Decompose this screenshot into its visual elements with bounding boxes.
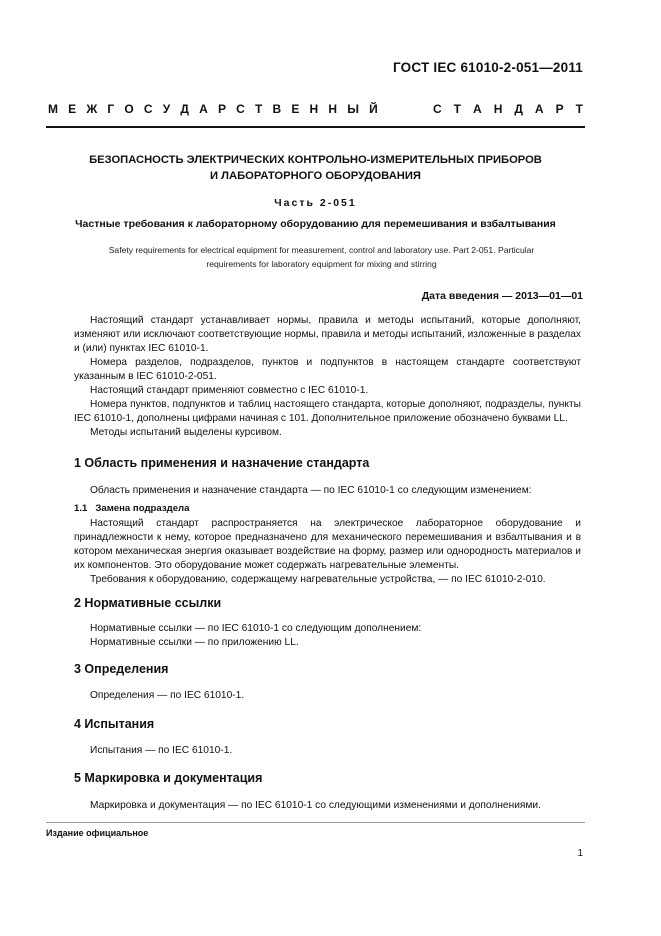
section-3-text xyxy=(74,689,581,703)
banner-letter: Е xyxy=(291,102,300,116)
banner-letter: Р xyxy=(217,102,226,116)
title-line-2: И ЛАБОРАТОРНОГО ОБОРУДОВАНИЯ xyxy=(210,170,421,182)
banner-letter: С xyxy=(143,102,153,116)
banner-letter: У xyxy=(162,102,171,116)
banner-letter: Й xyxy=(369,102,378,116)
section-5-text xyxy=(74,799,581,813)
banner-letter: Е xyxy=(68,102,77,116)
document-subtitle: Частные требования к лабораторному оборудованию для перемешивания и взбалтывания xyxy=(75,218,556,230)
banner-letter: Т xyxy=(575,102,583,116)
section-2-text xyxy=(74,622,581,650)
edition-label: Издание официальное xyxy=(46,828,149,838)
english-title-line-1: Safety requirements for electrical equipment for measurement, control and laboratory use. Part 2-051. Particular xyxy=(108,245,535,255)
part-label: Часть 2-051 xyxy=(274,197,357,209)
english-title xyxy=(60,243,583,271)
section-2-heading: 2 Нормативные ссылки xyxy=(74,596,222,610)
interstate-standard-banner xyxy=(48,102,583,116)
intro-paragraph: Настоящий стандарт устанавливает нормы, правила и методы испытаний, которые дополняют, изменяют или исключают соответствующие нормы, правила и методы испытаний, изложенные в разделах и (или) пунктах IEC 61010-1. xyxy=(74,315,581,354)
banner-letter: Н xyxy=(493,102,503,116)
banner-letter: Р xyxy=(555,102,564,116)
banner-letter: Т xyxy=(254,102,263,116)
intro-paragraph: Методы испытаний выделены курсивом. xyxy=(90,427,282,438)
banner-letter: Н xyxy=(309,102,319,116)
banner-letter: Ж xyxy=(86,102,98,116)
section-paragraph: Нормативные ссылки — по приложению LL. xyxy=(90,637,299,648)
intro-paragraph: Номера пунктов, подпунктов и таблиц настоящего стандарта, которые дополняют, подразделы, пункты IEC 61010-1, дополнены цифрами начиная с 101. Дополнительное приложение обозначено буквами LL. xyxy=(74,399,581,424)
banner-letter: Д xyxy=(514,102,523,116)
document-code: ГОСТ IEC 61010-2-051—2011 xyxy=(393,60,583,75)
banner-letter: Д xyxy=(180,102,189,116)
footer-divider xyxy=(46,822,585,823)
page-number: 1 xyxy=(577,848,583,859)
section-paragraph: Определения — по IEC 61010-1. xyxy=(90,690,245,701)
banner-letter: О xyxy=(124,102,134,116)
section-1-heading: 1 Область применения и назначение стандарта xyxy=(74,456,370,470)
intro-paragraph: Номера разделов, подразделов, пунктов и подпунктов в настоящем стандарте соответствуют указанным в IEC 61010-2-051. xyxy=(74,357,581,382)
introduction xyxy=(74,314,581,440)
english-title-line-2: requirements for laboratory equipment for mixing and stirring xyxy=(206,259,437,269)
banner-letter: А xyxy=(199,102,208,116)
banner-letter: Ы xyxy=(347,102,359,116)
subsection-number: 1.1 xyxy=(74,503,88,514)
banner-letter: Т xyxy=(453,102,462,116)
section-5-heading: 5 Маркировка и документация xyxy=(74,771,263,785)
subsection-1-1-text xyxy=(74,517,581,587)
subsection-title: Замена подраздела xyxy=(95,503,190,514)
header-divider xyxy=(46,126,585,128)
document-title xyxy=(46,152,585,184)
effective-date: Дата введения — 2013—01—01 xyxy=(421,290,583,302)
section-paragraph: Требования к оборудованию, содержащему нагревательные устройства, — по IEC 61010-2-010. xyxy=(90,574,546,585)
section-paragraph: Настоящий стандарт распространяется на электрическое лабораторное оборудование и принадлежности к нему, которое предназначено для механического перемешивания и взбалтывания и в котором механическая энергия оказывает воздействие на форму, размер или однородность материалов и их компонентов. Это оборудование может содержать нагревательные элементы. xyxy=(74,518,581,571)
banner-letter: А xyxy=(534,102,544,116)
banner-letter: М xyxy=(48,102,58,116)
subsection-1-1-heading xyxy=(74,503,189,514)
banner-letter: Н xyxy=(328,102,338,116)
banner-word-standard xyxy=(433,102,583,116)
title-line-1: БЕЗОПАСНОСТЬ ЭЛЕКТРИЧЕСКИХ КОНТРОЛЬНО-ИЗМЕРИТЕЛЬНЫХ ПРИБОРОВ xyxy=(89,154,542,166)
banner-letter: С xyxy=(236,102,245,116)
section-paragraph: Испытания — по IEC 61010-1. xyxy=(90,745,233,756)
section-3-heading: 3 Определения xyxy=(74,662,169,676)
section-1-text xyxy=(74,484,581,498)
section-paragraph: Нормативные ссылки — по IEC 61010-1 со следующим дополнением: xyxy=(90,623,422,634)
banner-letter: А xyxy=(473,102,482,116)
section-4-text xyxy=(74,744,581,758)
section-paragraph: Область применения и назначение стандарта — по IEC 61010-1 со следующим изменением: xyxy=(90,485,532,496)
banner-letter: Г xyxy=(107,102,115,116)
banner-letter: В xyxy=(272,102,282,116)
intro-paragraph: Настоящий стандарт применяют совместно с IEC 61010-1. xyxy=(90,385,369,396)
section-4-heading: 4 Испытания xyxy=(74,717,155,731)
banner-letter: С xyxy=(433,102,442,116)
section-paragraph: Маркировка и документация — по IEC 61010-1 со следующими изменениями и дополнениями. xyxy=(90,800,541,811)
banner-word-interstate xyxy=(48,102,378,116)
